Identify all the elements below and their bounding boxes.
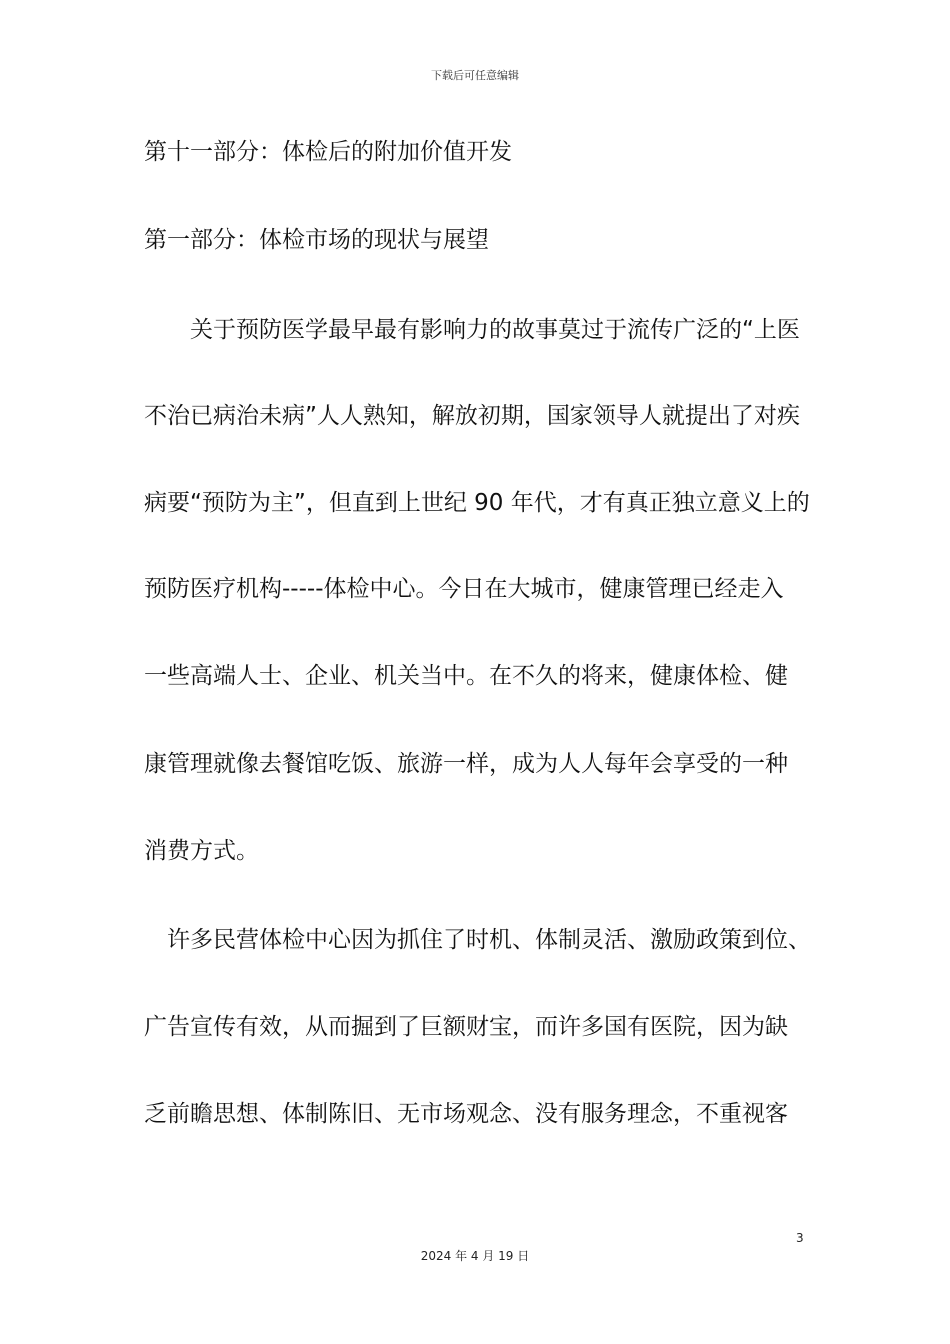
section-heading-one: 第一部分：体检市场的现状与展望: [144, 227, 489, 253]
page-number: 3: [796, 1231, 804, 1245]
paragraph-line: 乏前瞻思想、体制陈旧、无市场观念、没有服务理念，不重视客: [144, 1101, 788, 1127]
paragraph-line: 病要“预防为主”，但直到上世纪 90 年代，才有真正独立意义上的: [144, 490, 810, 516]
page-header: 下载后可任意编辑: [431, 69, 519, 82]
footer-date: 2024 年 4 月 19 日: [420, 1249, 530, 1263]
section-heading-eleven: 第十一部分：体检后的附加价值开发: [144, 139, 512, 165]
paragraph-line: 一些高端人士、企业、机关当中。在不久的将来，健康体检、健: [144, 663, 788, 689]
paragraph-line: 康管理就像去餐馆吃饭、旅游一样，成为人人每年会享受的一种: [144, 751, 788, 777]
paragraph-line: 许多民营体检中心因为抓住了时机、体制灵活、激励政策到位、: [144, 927, 811, 953]
paragraph-line: 关于预防医学最早最有影响力的故事莫过于流传广泛的“上医: [144, 317, 800, 343]
paragraph-line: 广告宣传有效，从而掘到了巨额财宝，而许多国有医院，因为缺: [144, 1014, 788, 1040]
paragraph-line: 预防医疗机构-----体检中心。今日在大城市，健康管理已经走入: [144, 576, 784, 602]
paragraph-line: 消费方式。: [144, 838, 259, 864]
paragraph-line: 不治已病治未病”人人熟知，解放初期，国家领导人就提出了对疾: [144, 403, 800, 429]
